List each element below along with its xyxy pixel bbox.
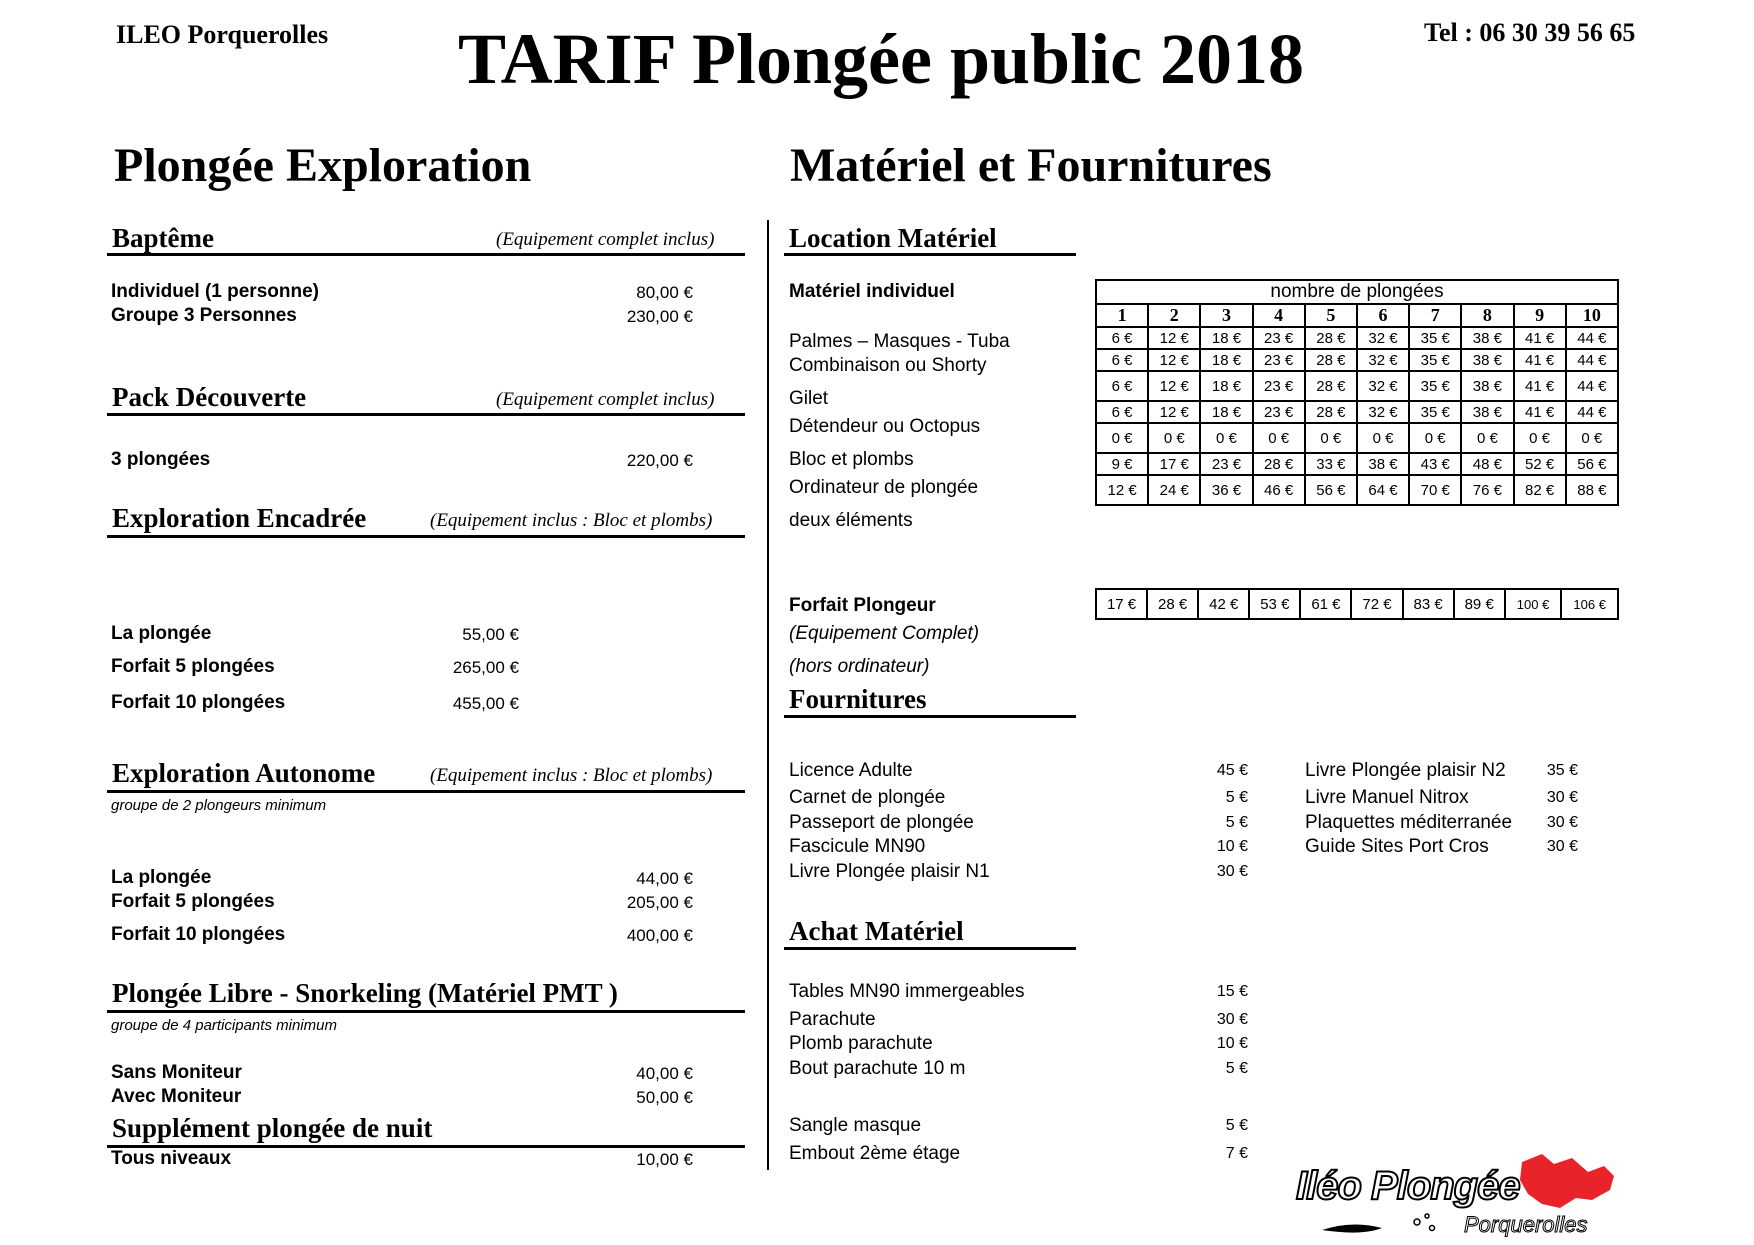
dive-count-cell: 4: [1253, 304, 1305, 327]
rental-price-cell: 32 €: [1357, 327, 1409, 349]
rental-price-cell: 9 €: [1096, 453, 1148, 475]
supply-label: Embout 2ème étage: [789, 1143, 961, 1164]
dive-count-row: [1096, 304, 1618, 327]
price-label: La plongée: [111, 623, 212, 644]
supply-label: Licence Adulte: [789, 760, 913, 781]
price-value: 44,00 €: [636, 869, 693, 888]
dive-count-cell: 5: [1305, 304, 1357, 327]
supply-label: Sangle masque: [789, 1115, 922, 1136]
dive-count-cell: 3: [1200, 304, 1252, 327]
price-value: 205,00 €: [626, 893, 693, 912]
rental-price-cell: 82 €: [1514, 475, 1566, 505]
rental-price-cell: 23 €: [1200, 453, 1252, 475]
page-title: TARIF Plongée public 2018: [458, 19, 1305, 99]
section-title-pack: Pack Découverte: [112, 382, 307, 412]
rental-price-cell: 0 €: [1566, 423, 1618, 453]
rental-price-cell: 41 €: [1514, 349, 1566, 371]
rental-price-cell: 0 €: [1148, 423, 1200, 453]
rental-label: Palmes – Masques - Tuba: [789, 331, 1010, 352]
price-label: Avec Moniteur: [111, 1086, 242, 1107]
company-logo: [1292, 1150, 1642, 1240]
rental-label: deux éléments: [789, 510, 913, 531]
rental-price-cell: 6 €: [1096, 401, 1148, 423]
price-value: 10,00 €: [636, 1150, 693, 1169]
rental-price-cell: 23 €: [1253, 401, 1305, 423]
price-label: Forfait 5 plongées: [111, 891, 275, 912]
supply-label: Bout parachute 10 m: [789, 1058, 966, 1079]
dive-count-cell: 8: [1461, 304, 1513, 327]
rental-price-cell: 32 €: [1357, 371, 1409, 401]
column-divider: [767, 220, 769, 1170]
section-rule: [784, 253, 1076, 256]
right-column-title: Matériel et Fournitures: [790, 139, 1272, 192]
forfait-price-cell: 28 €: [1147, 589, 1198, 619]
supply-price: 35 €: [1546, 762, 1578, 779]
rental-price-cell: 0 €: [1305, 423, 1357, 453]
dive-count-cell: 9: [1514, 304, 1566, 327]
rental-label: Gilet: [789, 388, 829, 409]
section-title-fournitures: Fournitures: [789, 684, 927, 714]
forfait-row: [1096, 589, 1618, 619]
rental-price-cell: 0 €: [1461, 423, 1513, 453]
forfait-price-cell: 89 €: [1454, 589, 1505, 619]
section-note-encadree: (Equipement inclus : Bloc et plombs): [430, 510, 713, 531]
forfait-price-cell: 53 €: [1249, 589, 1300, 619]
rental-price-cell: 38 €: [1461, 327, 1513, 349]
price-value: 50,00 €: [636, 1088, 693, 1107]
rental-price-cell: 44 €: [1566, 327, 1618, 349]
rental-price-cell: 44 €: [1566, 349, 1618, 371]
rental-price-cell: 46 €: [1253, 475, 1305, 505]
supply-label: Guide Sites Port Cros: [1305, 836, 1489, 857]
price-value: 400,00 €: [626, 926, 693, 945]
price-label: Sans Moniteur: [111, 1062, 242, 1083]
supply-label: Livre Plongée plaisir N1: [789, 861, 990, 882]
price-label: Forfait 5 plongées: [111, 656, 275, 677]
supply-price: 30 €: [1546, 838, 1578, 855]
dive-count-cell: 1: [1096, 304, 1148, 327]
rental-price-cell: 41 €: [1514, 327, 1566, 349]
rental-price-cell: 44 €: [1566, 371, 1618, 401]
rental-price-cell: 18 €: [1200, 349, 1252, 371]
section-note-autonome: (Equipement inclus : Bloc et plombs): [430, 765, 713, 786]
price-label: Forfait 10 plongées: [111, 924, 286, 945]
supply-label: Plomb parachute: [789, 1033, 933, 1054]
forfait-price-table: [1095, 588, 1619, 620]
supply-label: Livre Plongée plaisir N2: [1305, 760, 1506, 781]
rental-price-cell: 48 €: [1461, 453, 1513, 475]
rental-price-cell: 76 €: [1461, 475, 1513, 505]
rental-price-cell: 18 €: [1200, 401, 1252, 423]
rental-label: Détendeur ou Octopus: [789, 416, 981, 437]
rental-price-table: [1095, 303, 1619, 506]
section-rule: [784, 715, 1076, 718]
supply-price: 15 €: [1216, 983, 1248, 1000]
rental-label: Combinaison ou Shorty: [789, 355, 987, 376]
rental-price-cell: 0 €: [1253, 423, 1305, 453]
section-rule: [107, 253, 745, 256]
section-note-pack: (Equipement complet inclus): [496, 389, 715, 410]
rental-price-cell: 43 €: [1409, 453, 1461, 475]
rental-price-cell: 56 €: [1305, 475, 1357, 505]
group-note: groupe de 2 plongeurs minimum: [111, 797, 327, 814]
supply-price: 10 €: [1216, 1035, 1248, 1052]
rental-price-cell: 28 €: [1305, 401, 1357, 423]
section-title-autonome: Exploration Autonome: [112, 758, 376, 788]
supply-label: Livre Manuel Nitrox: [1305, 787, 1469, 808]
supply-label: Tables MN90 immergeables: [789, 981, 1025, 1002]
forfait-price-cell: 100 €: [1505, 589, 1562, 619]
forfait-price-cell: 106 €: [1561, 589, 1618, 619]
rental-price-cell: 23 €: [1253, 349, 1305, 371]
rental-price-cell: 38 €: [1357, 453, 1409, 475]
forfait-price-cell: 42 €: [1198, 589, 1249, 619]
logo-subtext: Porquerolles: [1464, 1212, 1588, 1237]
rental-price-cell: 44 €: [1566, 401, 1618, 423]
section-title-bapteme: Baptême: [112, 223, 214, 253]
forfait-price-cell: 17 €: [1096, 589, 1147, 619]
rental-price-cell: 12 €: [1096, 475, 1148, 505]
rental-price-cell: 23 €: [1253, 327, 1305, 349]
supply-label: Fascicule MN90: [789, 836, 926, 857]
rental-price-cell: 12 €: [1148, 371, 1200, 401]
price-value: 230,00 €: [626, 307, 693, 326]
price-value: 455,00 €: [452, 694, 519, 713]
rental-price-cell: 0 €: [1514, 423, 1566, 453]
rental-price-cell: 41 €: [1514, 401, 1566, 423]
rental-price-cell: 36 €: [1200, 475, 1252, 505]
rental-label: Bloc et plombs: [789, 449, 914, 470]
dive-count-cell: 10: [1566, 304, 1618, 327]
supply-price: 7 €: [1225, 1145, 1248, 1162]
rental-row: [1096, 371, 1618, 401]
price-label: Forfait 10 plongées: [111, 692, 286, 713]
rental-price-cell: 24 €: [1148, 475, 1200, 505]
supply-price: 5 €: [1225, 1117, 1248, 1134]
rental-price-cell: 35 €: [1409, 349, 1461, 371]
price-label: Individuel (1 personne): [111, 281, 319, 302]
rental-price-cell: 35 €: [1409, 327, 1461, 349]
supply-price: 30 €: [1216, 1011, 1248, 1028]
supply-label: Carnet de plongée: [789, 787, 946, 808]
rental-price-cell: 17 €: [1148, 453, 1200, 475]
rental-price-cell: 18 €: [1200, 371, 1252, 401]
rental-price-cell: 12 €: [1148, 327, 1200, 349]
supply-price: 30 €: [1546, 789, 1578, 806]
rental-price-cell: 28 €: [1305, 349, 1357, 371]
forfait-label: Forfait Plongeur: [789, 595, 936, 616]
supply-label: Plaquettes méditerranée: [1305, 812, 1513, 833]
rental-price-cell: 41 €: [1514, 371, 1566, 401]
rental-price-cell: 6 €: [1096, 349, 1148, 371]
rental-price-cell: 18 €: [1200, 327, 1252, 349]
rental-price-cell: 38 €: [1461, 371, 1513, 401]
rental-price-cell: 38 €: [1461, 401, 1513, 423]
section-rule: [107, 535, 745, 538]
section-rule: [107, 1010, 745, 1013]
supply-price: 10 €: [1216, 838, 1248, 855]
logo-text: Iléo Plongée: [1296, 1164, 1520, 1208]
rental-price-cell: 56 €: [1566, 453, 1618, 475]
rental-price-cell: 0 €: [1096, 423, 1148, 453]
section-title-libre: Plongée Libre - Snorkeling (Matériel PMT ): [112, 978, 618, 1008]
forfait-note: (hors ordinateur): [789, 656, 930, 677]
forfait-price-cell: 83 €: [1403, 589, 1454, 619]
price-value: 265,00 €: [452, 658, 519, 677]
rental-row: [1096, 423, 1618, 453]
rental-price-cell: 28 €: [1305, 371, 1357, 401]
section-note-bapteme: (Equipement complet inclus): [496, 229, 715, 250]
rental-row: [1096, 401, 1618, 423]
section-rule: [107, 413, 745, 416]
price-label: Groupe 3 Personnes: [111, 305, 297, 326]
dive-count-cell: 6: [1357, 304, 1409, 327]
section-rule: [107, 790, 745, 793]
forfait-note: (Equipement Complet): [789, 623, 980, 644]
rental-row: [1096, 453, 1618, 475]
rental-price-cell: 0 €: [1200, 423, 1252, 453]
rental-price-cell: 70 €: [1409, 475, 1461, 505]
rental-price-cell: 35 €: [1409, 371, 1461, 401]
rental-price-cell: 32 €: [1357, 401, 1409, 423]
price-value: 80,00 €: [636, 283, 693, 302]
supply-price: 30 €: [1216, 863, 1248, 880]
supply-price: 30 €: [1546, 814, 1578, 831]
forfait-price-cell: 61 €: [1300, 589, 1351, 619]
phone-number: Tel : 06 30 39 56 65: [1424, 18, 1636, 47]
section-title-encadree: Exploration Encadrée: [112, 503, 367, 533]
rental-price-cell: 28 €: [1305, 327, 1357, 349]
supply-price: 45 €: [1216, 762, 1248, 779]
group-note: groupe de 4 participants minimum: [111, 1017, 337, 1034]
section-title-location: Location Matériel: [789, 223, 997, 253]
rental-price-cell: 38 €: [1461, 349, 1513, 371]
rental-price-cell: 64 €: [1357, 475, 1409, 505]
rental-price-cell: 6 €: [1096, 327, 1148, 349]
table-header: nombre de plongées: [1095, 279, 1619, 303]
rental-row: [1096, 327, 1618, 349]
rental-price-cell: 88 €: [1566, 475, 1618, 505]
supply-price: 5 €: [1225, 789, 1248, 806]
rental-price-cell: 12 €: [1148, 349, 1200, 371]
dive-count-cell: 2: [1148, 304, 1200, 327]
rental-price-cell: 35 €: [1409, 401, 1461, 423]
rental-price-cell: 0 €: [1357, 423, 1409, 453]
rental-price-cell: 32 €: [1357, 349, 1409, 371]
rental-price-cell: 23 €: [1253, 371, 1305, 401]
rental-price-cell: 12 €: [1148, 401, 1200, 423]
section-rule: [784, 947, 1076, 950]
supply-label: Passeport de plongée: [789, 812, 974, 833]
price-value: 220,00 €: [626, 451, 693, 470]
rental-price-cell: 28 €: [1253, 453, 1305, 475]
section-title-achat: Achat Matériel: [789, 916, 964, 946]
rental-price-cell: 52 €: [1514, 453, 1566, 475]
supply-label: Parachute: [789, 1009, 876, 1030]
individuel-label: Matériel individuel: [789, 281, 955, 302]
price-label: 3 plongées: [111, 449, 211, 470]
price-value: 55,00 €: [462, 625, 519, 644]
company-name: ILEO Porquerolles: [116, 20, 329, 49]
rental-price-cell: 6 €: [1096, 371, 1148, 401]
section-title-nuit: Supplément plongée de nuit: [112, 1113, 433, 1143]
supply-price: 5 €: [1225, 814, 1248, 831]
rental-price-cell: 0 €: [1409, 423, 1461, 453]
rental-row: [1096, 349, 1618, 371]
forfait-price-cell: 72 €: [1351, 589, 1402, 619]
dive-count-cell: 7: [1409, 304, 1461, 327]
left-column-title: Plongée Exploration: [114, 139, 532, 192]
price-label: Tous niveaux: [111, 1148, 232, 1169]
price-value: 40,00 €: [636, 1064, 693, 1083]
supply-price: 5 €: [1225, 1060, 1248, 1077]
rental-row: [1096, 475, 1618, 505]
rental-price-cell: 33 €: [1305, 453, 1357, 475]
rental-label: Ordinateur de plongée: [789, 477, 979, 498]
price-label: La plongée: [111, 867, 212, 888]
